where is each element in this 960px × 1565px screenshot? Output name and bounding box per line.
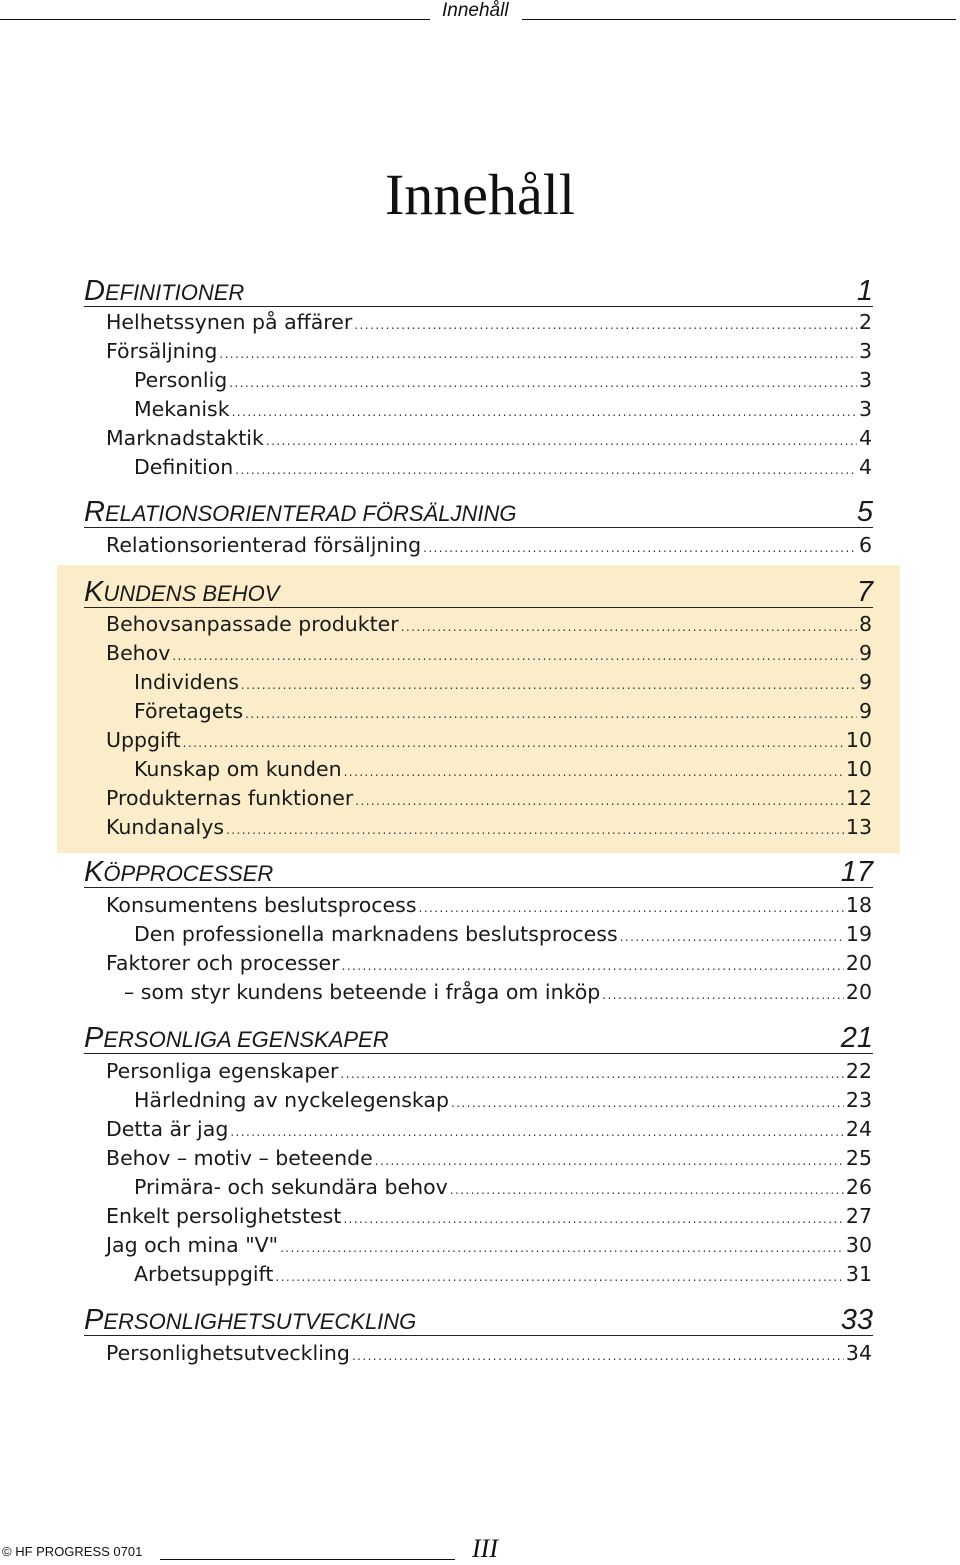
header-rule-right [522,19,956,20]
entry-page: 18 [845,893,872,917]
dot-leader [375,1147,844,1176]
entry-page: 12 [845,786,872,810]
dot-leader [419,894,844,923]
toc-entry[interactable] [134,755,872,784]
section-page-number: 21 [840,1022,873,1054]
toc-entry[interactable] [106,610,872,639]
entry-page: 20 [845,980,872,1004]
entry-title: Faktorer och processer [106,951,340,975]
dot-leader [355,787,844,816]
entry-page: 20 [845,951,872,975]
entry-title: – som styr kundens beteende i fråga om inköp [124,980,601,1004]
dot-leader [266,427,857,456]
toc-entry[interactable] [106,891,872,920]
section-heading[interactable] [84,272,873,307]
toc-entry[interactable] [134,453,872,482]
entry-page: 24 [845,1117,872,1141]
dot-leader [226,816,844,845]
section-title: KUNDENS BEHOV [84,576,280,608]
toc-entry[interactable] [106,813,872,842]
section-title: RELATIONSORIENTERAD FÖRSÄLJNING [84,496,517,528]
toc-entry[interactable] [134,1260,872,1289]
dot-leader [450,1176,844,1205]
entry-title: Behovsanpassade produkter [106,612,399,636]
section-heading[interactable] [84,853,873,888]
entry-page: 26 [845,1175,872,1199]
running-header [0,0,960,24]
entry-title: Mekanisk [134,397,230,421]
entry-title: Härledning av nyckelegenskap [134,1088,449,1112]
dot-leader [280,1234,844,1263]
toc-entry[interactable] [106,1144,872,1173]
dot-leader [235,456,857,485]
dot-leader [229,369,857,398]
entry-title: Försäljning [106,339,218,363]
toc-entry[interactable] [106,531,872,560]
section-heading[interactable] [84,1301,873,1336]
header-rule-left [0,19,430,20]
entry-page: 3 [858,397,872,421]
entry-page: 31 [845,1262,872,1286]
entry-page: 34 [845,1341,872,1365]
entry-title: Kunskap om kunden [134,757,342,781]
dot-leader [241,671,857,700]
entry-page: 8 [858,612,872,636]
dot-leader [342,952,844,981]
section-heading[interactable] [84,1019,873,1054]
entry-title: Behov [106,641,171,665]
section-heading[interactable] [84,493,873,528]
entry-page: 2 [858,310,872,334]
dot-leader [219,340,857,369]
entry-page: 30 [845,1233,872,1257]
dot-leader [245,700,857,729]
running-footer [0,1530,960,1565]
toc-entry[interactable] [134,1086,872,1115]
entry-page: 25 [845,1146,872,1170]
dot-leader [230,1118,844,1147]
page-number: III [472,1534,498,1563]
toc-entry[interactable] [106,639,872,668]
page-title: Innehåll [384,162,576,227]
entry-title: Helhetssynen på affärer [106,310,353,334]
entry-title: Uppgift [106,728,181,752]
header-label: Innehåll [442,0,509,21]
entry-title: Individens [134,670,239,694]
toc-entry[interactable] [134,697,872,726]
dot-leader [172,642,857,671]
toc-entry[interactable] [106,1231,872,1260]
section-title: KÖPPROCESSER [84,856,274,888]
section-heading[interactable] [84,573,873,608]
entry-title: Personlig [134,368,228,392]
toc-entry[interactable] [106,1057,872,1086]
dot-leader [602,981,844,1010]
section-page-number: 5 [856,496,873,528]
entry-title: Jag och mina "V" [106,1233,279,1257]
toc-entry[interactable] [106,424,872,453]
dot-leader [340,1060,843,1089]
entry-page: 10 [845,728,872,752]
dot-leader [620,923,844,952]
section-title: DEFINITIONER [84,275,245,307]
dot-leader [183,729,844,758]
toc-entry[interactable] [106,308,872,337]
toc-entry[interactable] [134,395,872,424]
entry-page: 23 [845,1088,872,1112]
toc-entry[interactable] [106,1339,872,1368]
entry-page: 3 [858,368,872,392]
entry-page: 9 [858,641,872,665]
dot-leader [232,398,857,427]
entry-title: Den professionella marknadens beslutsprocess [134,922,618,946]
toc-entry[interactable] [106,337,872,366]
toc-entry[interactable] [106,784,872,813]
entry-title: Detta är jag [106,1117,229,1141]
entry-title: Personliga egenskaper [106,1059,339,1083]
section-title: PERSONLIGHETSUTVECKLING [84,1304,417,1336]
toc-entry[interactable] [106,1202,872,1231]
dot-leader [275,1263,843,1292]
entry-title: Företagets [134,699,244,723]
dot-leader [354,311,857,340]
entry-page: 9 [858,670,872,694]
toc-entry[interactable] [134,668,872,697]
entry-page: 27 [845,1204,872,1228]
entry-title: Behov – motiv – beteende [106,1146,373,1170]
entry-page: 10 [845,757,872,781]
entry-title: Enkelt persolighetstest [106,1204,342,1228]
entry-title: Relationsorienterad försäljning [106,533,422,557]
section-page-number: 1 [856,275,873,307]
toc-entry[interactable] [106,949,872,978]
section-page-number: 7 [856,576,873,608]
entry-page: 4 [858,426,872,450]
entry-title: Kundanalys [106,815,225,839]
dot-leader [344,758,844,787]
section-page-number: 17 [840,856,873,888]
entry-title: Definition [134,455,234,479]
entry-page: 19 [845,922,872,946]
entry-title: Produkternas funktioner [106,786,354,810]
footer-rule [160,1559,455,1560]
entry-page: 4 [858,455,872,479]
toc-entry[interactable] [106,726,872,755]
toc-entry[interactable] [134,366,872,395]
entry-page: 6 [858,533,872,557]
toc-entry[interactable] [134,920,872,949]
entry-page: 9 [858,699,872,723]
toc-entry[interactable] [134,1173,872,1202]
section-page-number: 33 [840,1304,873,1336]
toc-entry[interactable] [106,1115,872,1144]
copyright-text: © HF PROGRESS 0701 [2,1544,143,1559]
entry-page: 3 [858,339,872,363]
entry-title: Konsumentens beslutsprocess [106,893,417,917]
entry-title: Arbetsuppgift [134,1262,274,1286]
entry-title: Marknadstaktik [106,426,264,450]
entry-page: 13 [845,815,872,839]
entry-page: 22 [845,1059,872,1083]
dot-leader [352,1342,844,1371]
dot-leader [423,534,857,563]
dot-leader [451,1089,844,1118]
dot-leader [401,613,857,642]
entry-title: Primära- och sekundära behov [134,1175,448,1199]
dot-leader [343,1205,844,1234]
entry-title: Personlighetsutveckling [106,1341,350,1365]
toc-entry[interactable] [124,978,872,1007]
section-title: PERSONLIGA EGENSKAPER [84,1022,389,1054]
